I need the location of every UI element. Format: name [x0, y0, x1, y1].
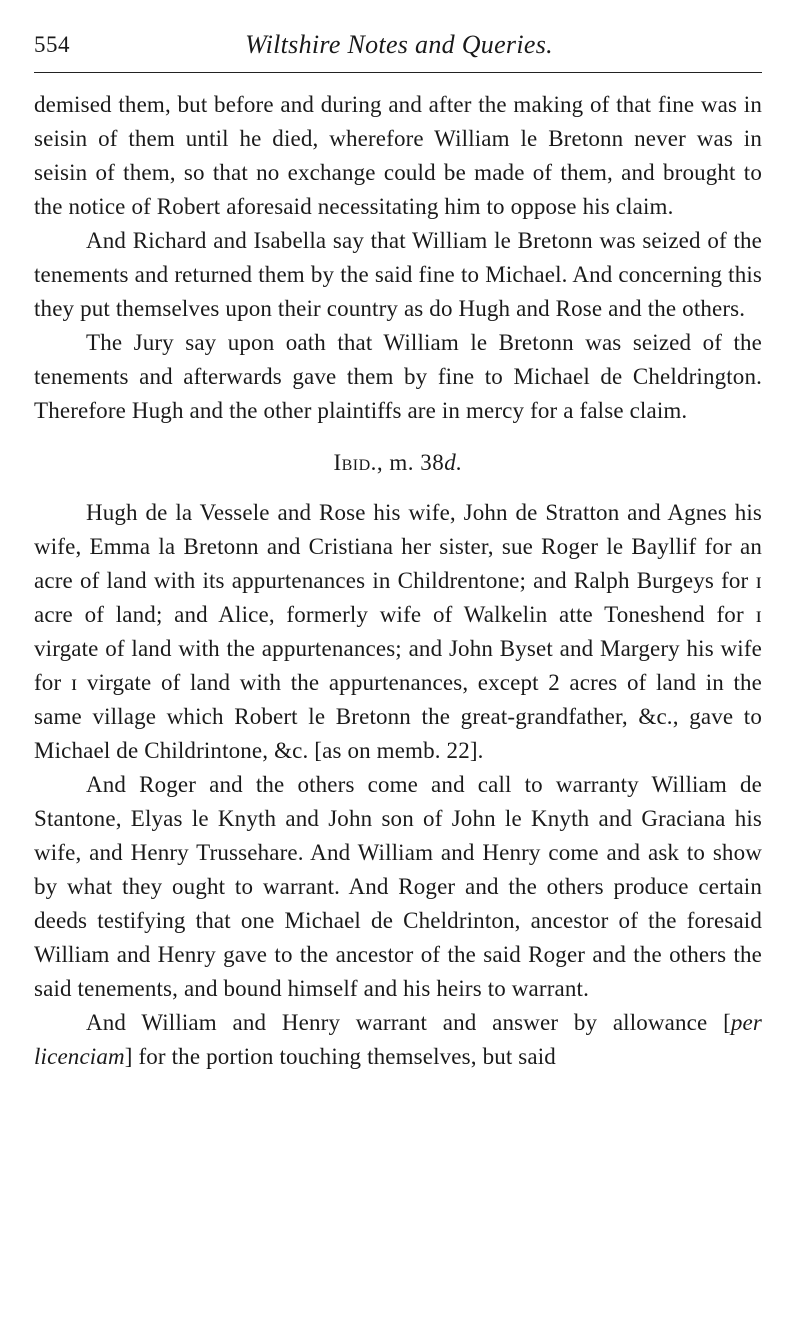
paragraph-5: And Roger and the others come and call to warranty William de Stantone, Elyas le Knyth and John son of John le Knyth and Graciana his wife, and Henry Trussehare. And William and Henry come and ask to show by what they ought to warrant. And Roger and the others produce certain deeds testifying that one Michael de Cheldrinton, ancestor of the foresaid William and Henry gave to the ancestor of the said Roger and the others the said tenements, and bound himself and his heirs to warrant. — [34, 772, 762, 1001]
body-text — [34, 88, 762, 1074]
paragraph-2: And Richard and Isabella say that William le Bretonn was seized of the tenements and returned them by the said fine to Michael. And concerning this they put themselves upon their country as do Hugh and Rose and the others. — [34, 228, 762, 321]
section-heading-dorse: d. — [444, 450, 463, 475]
paragraph-6 — [34, 1006, 762, 1074]
paragraph-6-after: ] for the portion touching themselves, but said — [124, 1044, 556, 1069]
paragraph-6-before: And William and Henry warrant and answer by allowance [ — [86, 1010, 731, 1035]
section-heading-membrane: , m. 38 — [376, 450, 445, 475]
paragraph-3: The Jury say upon oath that William le Bretonn was seized of the tenements and afterwards gave them by fine to Michael de Cheldrington. Therefore Hugh and the other plaintiffs are in mercy for a false claim. — [34, 330, 762, 423]
section-heading — [34, 446, 762, 480]
section-heading-ibid: Ibid. — [333, 450, 377, 475]
document-page — [34, 28, 764, 1069]
running-title: Wiltshire Notes and Queries. — [245, 30, 553, 59]
page-header — [34, 28, 764, 68]
header-rule — [34, 72, 762, 73]
paragraph-6-latin: per licenciam — [34, 1010, 762, 1069]
paragraph-4: Hugh de la Vessele and Rose his wife, John de Stratton and Agnes his wife, Emma la Bretonn and Cristiana her sister, sue Roger le Bayllif for an acre of land with its appurtenances in Childrentone; and Ralph Burgeys for ɪ acre of land; and Alice, formerly wife of Walkelin atte Toneshend for ɪ virgate of land with the appurtenances; and John Byset and Margery his wife for ɪ virgate of land with the appurtenances, except 2 acres of land in the same village which Robert le Bretonn the great-grandfather, &c., gave to Michael de Childrintone, &c. [as on memb. 22]. — [34, 500, 762, 763]
page-number: 554 — [34, 32, 70, 57]
paragraph-1: demised them, but before and during and after the making of that fine was in seisin of them until he died, wherefore William le Bretonn never was in seisin of them, so that no exchange could be made of them, and brought to the notice of Robert aforesaid necessitating him to oppose his claim. — [34, 92, 762, 219]
